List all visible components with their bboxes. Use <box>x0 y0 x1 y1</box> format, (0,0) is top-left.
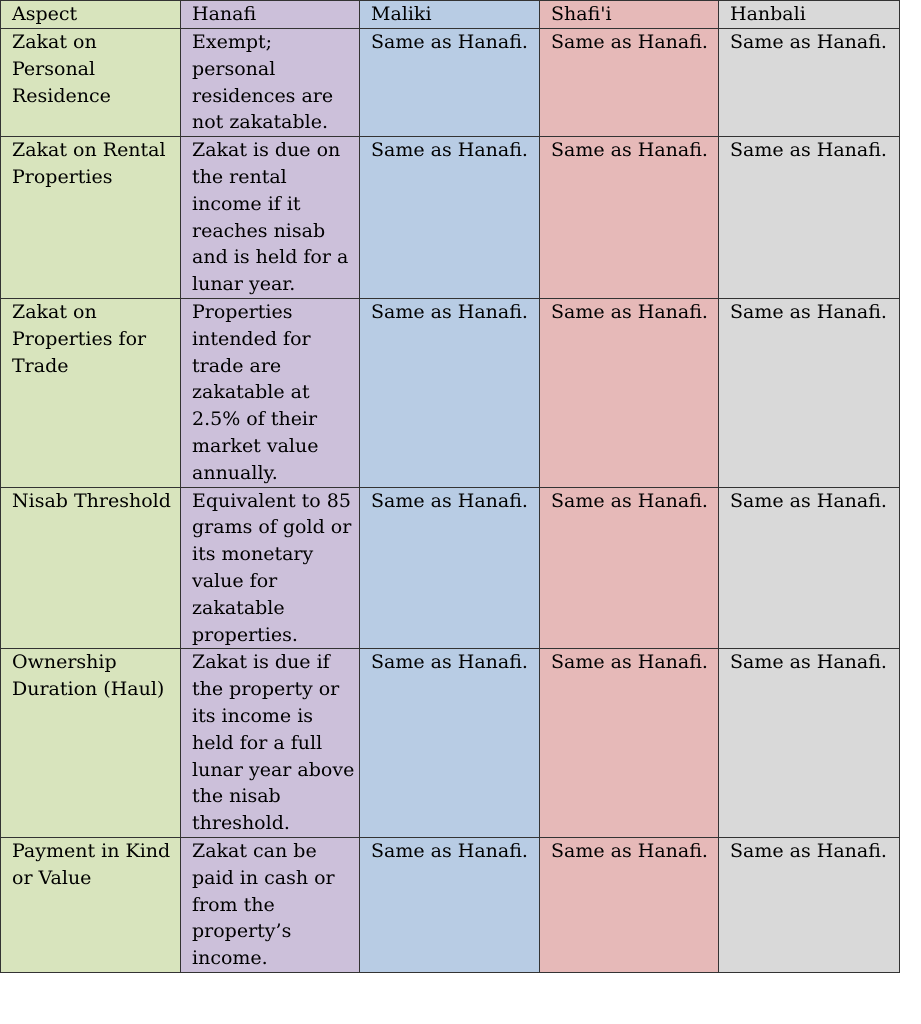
cell-maliki: Same as Hanafi. <box>360 29 540 137</box>
cell-hanbali: Same as Hanafi. <box>719 837 900 972</box>
cell-hanafi: Properties intended for trade are zakatable at 2.5% of their market value annually. <box>181 298 360 487</box>
header-aspect: Aspect <box>1 1 181 29</box>
cell-aspect: Ownership Duration (Haul) <box>1 649 181 838</box>
table-row <box>1 29 900 137</box>
cell-aspect: Zakat on Personal Residence <box>1 29 181 137</box>
table-row <box>1 487 900 649</box>
cell-hanafi: Equivalent to 85 grams of gold or its monetary value for zakatable properties. <box>181 487 360 649</box>
cell-hanbali: Same as Hanafi. <box>719 487 900 649</box>
cell-aspect: Nisab Threshold <box>1 487 181 649</box>
cell-aspect: Zakat on Properties for Trade <box>1 298 181 487</box>
cell-maliki: Same as Hanafi. <box>360 298 540 487</box>
cell-shafii: Same as Hanafi. <box>540 29 719 137</box>
cell-hanbali: Same as Hanafi. <box>719 649 900 838</box>
cell-aspect: Zakat on Rental Properties <box>1 137 181 299</box>
cell-maliki: Same as Hanafi. <box>360 649 540 838</box>
table-row <box>1 137 900 299</box>
header-row <box>1 1 900 29</box>
table-row <box>1 837 900 972</box>
cell-shafii: Same as Hanafi. <box>540 487 719 649</box>
cell-shafii: Same as Hanafi. <box>540 137 719 299</box>
header-maliki: Maliki <box>360 1 540 29</box>
cell-hanafi: Zakat is due on the rental income if it reaches nisab and is held for a lunar year. <box>181 137 360 299</box>
table-row <box>1 298 900 487</box>
header-hanafi: Hanafi <box>181 1 360 29</box>
header-shafii: Shafi'i <box>540 1 719 29</box>
cell-maliki: Same as Hanafi. <box>360 487 540 649</box>
table-row <box>1 649 900 838</box>
cell-hanafi: Zakat can be paid in cash or from the property’s income. <box>181 837 360 972</box>
cell-maliki: Same as Hanafi. <box>360 137 540 299</box>
cell-hanbali: Same as Hanafi. <box>719 29 900 137</box>
cell-maliki: Same as Hanafi. <box>360 837 540 972</box>
cell-shafii: Same as Hanafi. <box>540 837 719 972</box>
cell-aspect: Payment in Kind or Value <box>1 837 181 972</box>
cell-shafii: Same as Hanafi. <box>540 298 719 487</box>
cell-hanbali: Same as Hanafi. <box>719 298 900 487</box>
cell-hanbali: Same as Hanafi. <box>719 137 900 299</box>
cell-hanafi: Exempt; personal residences are not zakatable. <box>181 29 360 137</box>
cell-hanafi: Zakat is due if the property or its income is held for a full lunar year above the nisab threshold. <box>181 649 360 838</box>
header-hanbali: Hanbali <box>719 1 900 29</box>
cell-shafii: Same as Hanafi. <box>540 649 719 838</box>
